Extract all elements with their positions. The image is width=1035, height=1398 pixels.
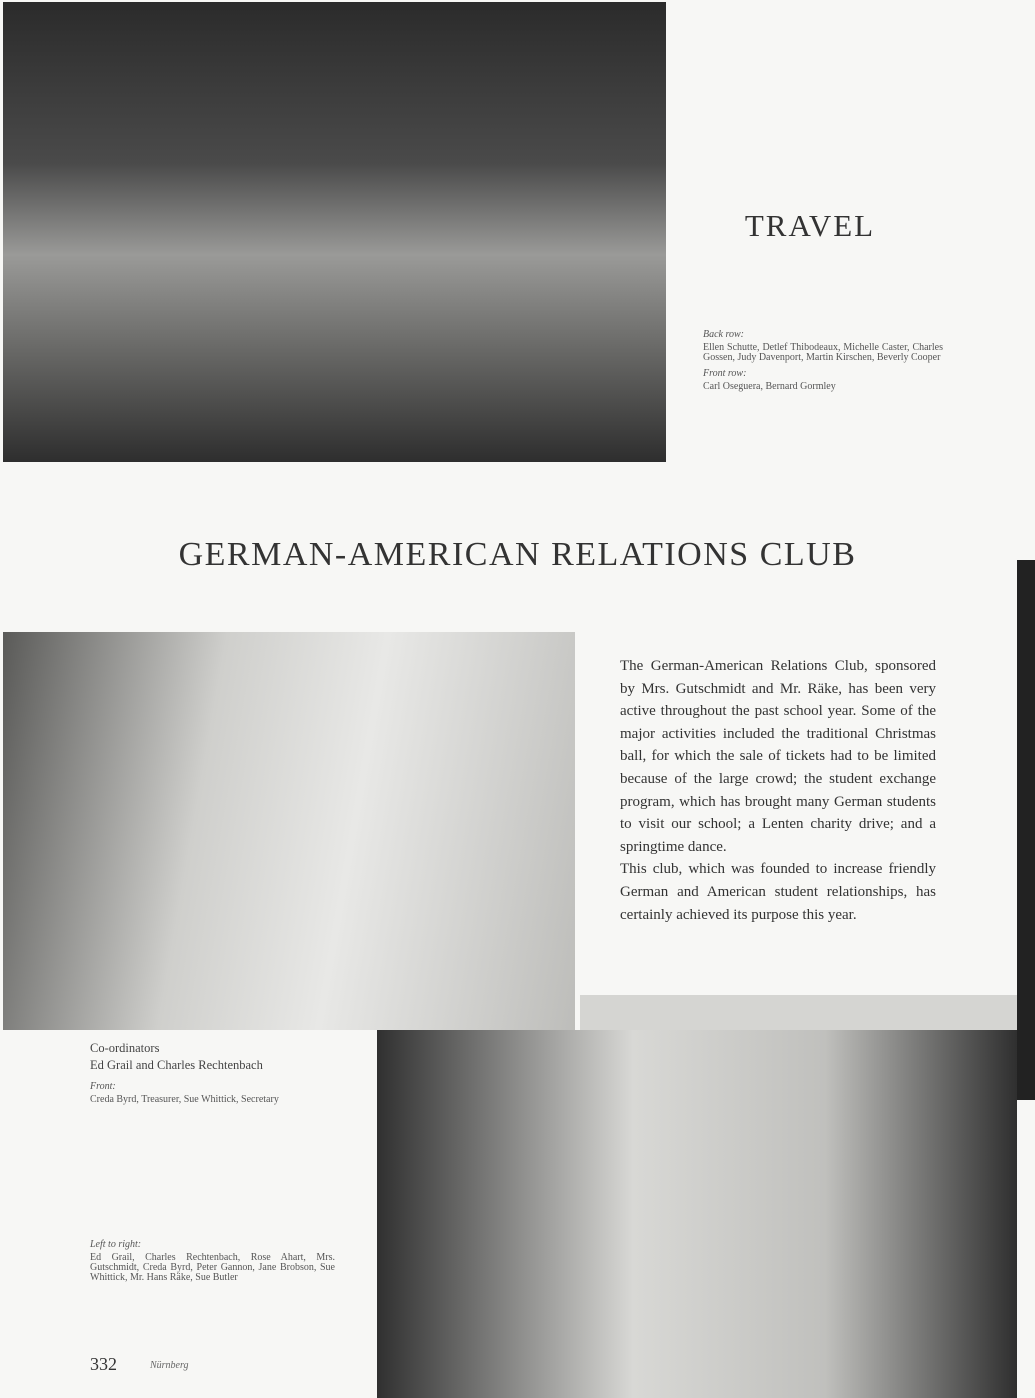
travel-heading: TRAVEL (744, 208, 876, 243)
travel-caption (703, 330, 943, 392)
left-to-right-label: Left to right: (90, 1239, 142, 1250)
page-number: 332 (90, 1354, 117, 1374)
club-group-photo-top (580, 995, 1017, 1031)
club-officers-photo (3, 632, 575, 1030)
officers-caption (90, 1040, 279, 1105)
front-label: Front: (90, 1081, 116, 1092)
front-row-label: Front row: (703, 368, 747, 379)
paragraph: The German-American Relations Club, sponsored by Mrs. Gutschmidt and Mr. Räke, has been very active throughout the past school year. Some of the major activities included the traditional Christmas ball, for which the sale of tickets had to be limited because of the large crowd; the student exchange program, which has brought many German students to visit our school; a Lenten charity drive; and a springtime dance. (620, 658, 936, 855)
left-to-right-names: Ed Grail, Charles Rechtenbach, Rose Ahart, Mrs. Gutschmidt, Creda Byrd, Peter Gannon, Jane Brobson, Sue Whittick, Mr. Hans Räke, Sue Butler (90, 1252, 335, 1283)
paragraph: This club, which was founded to increase friendly German and American student relationships, has certainly achieved its purpose this year. (620, 861, 936, 923)
front-names: Creda Byrd, Treasurer, Sue Whittick, Secretary (90, 1094, 279, 1105)
club-description (620, 655, 936, 926)
coordinators-names: Ed Grail and Charles Rechtenbach (90, 1058, 263, 1072)
club-group-photo (377, 1030, 1017, 1398)
back-row-names: Ellen Schutte, Detlef Thibodeaux, Michelle Caster, Charles Gossen, Judy Davenport, Martin Kirschen, Beverly Cooper (703, 342, 943, 363)
group-caption (90, 1240, 335, 1283)
club-heading: GERMAN-AMERICAN RELATIONS CLUB (178, 536, 857, 573)
adjacent-page-edge (1017, 560, 1035, 1100)
coordinators-label: Co-ordinators (90, 1041, 160, 1055)
back-row-label: Back row: (703, 329, 745, 340)
front-row-names: Carl Oseguera, Bernard Gormley (703, 381, 836, 392)
travel-club-photo (3, 2, 666, 462)
page-location: Nürnberg (150, 1360, 189, 1371)
